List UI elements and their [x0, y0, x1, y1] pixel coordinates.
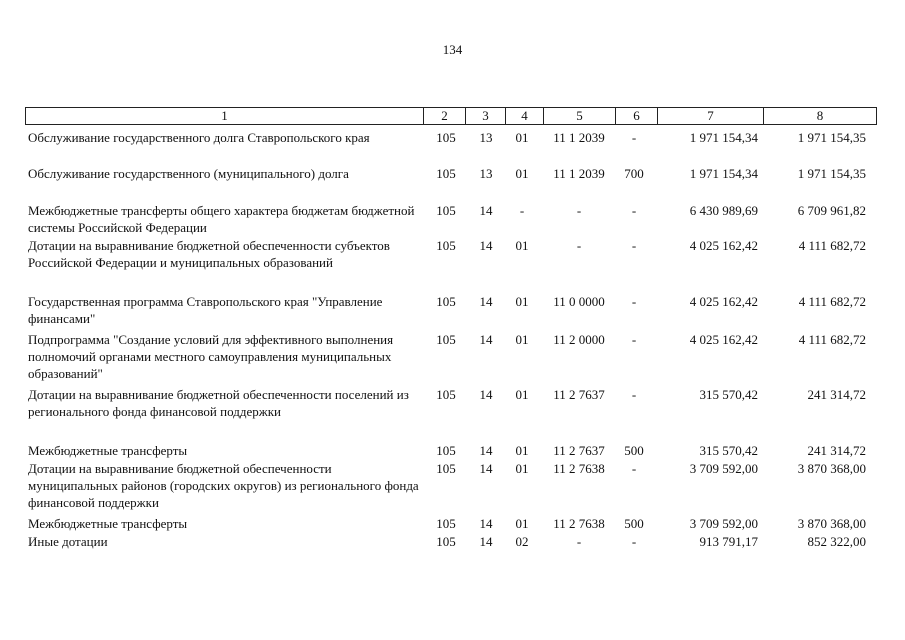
row-col-6: 500: [624, 516, 644, 531]
row-col-5: 11 2 7638: [553, 516, 605, 531]
page-number: 134: [442, 42, 463, 57]
row-col-6: 500: [624, 443, 644, 458]
row-name: Иные дотации: [28, 534, 108, 549]
header-col-2: 2: [423, 108, 465, 124]
row-name: Государственная программа Ставропольского края "Управление финансами": [28, 294, 383, 326]
row-col-5: 11 2 7637: [553, 387, 605, 402]
row-col-8: 1 971 154,35: [797, 166, 866, 181]
row-col-3: 14: [479, 516, 493, 531]
row-col-7: 4 025 162,42: [689, 332, 758, 347]
row-col-4: 01: [515, 294, 529, 309]
row-name: Подпрограмма "Создание условий для эффективного выполнения полномочий органами местного самоуправления муниципальных образований": [28, 332, 394, 381]
row-col-5: -: [576, 534, 582, 549]
row-col-8: 4 111 682,72: [798, 294, 866, 309]
row-col-7: 315 570,42: [699, 387, 758, 402]
row-col-6: -: [631, 387, 637, 402]
row-col-8: 241 314,72: [807, 387, 866, 402]
row-col-2: 105: [436, 238, 456, 253]
row-col-3: 14: [479, 203, 493, 218]
row-col-5: 11 1 2039: [553, 166, 605, 181]
row-col-4: -: [519, 203, 525, 218]
row-col-5: -: [576, 238, 582, 253]
row-col-2: 105: [436, 461, 456, 476]
row-col-6: 700: [624, 166, 644, 181]
row-col-5: 11 2 7638: [553, 461, 605, 476]
row-col-3: 13: [479, 130, 493, 145]
row-col-3: 14: [479, 461, 493, 476]
row-col-8: 852 322,00: [807, 534, 866, 549]
header-col-7: 7: [657, 108, 763, 124]
table-header: [25, 107, 877, 125]
row-col-3: 13: [479, 166, 493, 181]
row-col-2: 105: [436, 534, 456, 549]
row-col-3: 14: [479, 332, 493, 347]
row-name: Межбюджетные трансферты общего характера бюджетам бюджетной системы Российской Федерации: [28, 203, 415, 235]
row-col-6: -: [631, 294, 637, 309]
row-name: Обслуживание государственного (муниципального) долга: [28, 166, 349, 181]
row-col-4: 01: [515, 238, 529, 253]
row-col-4: 01: [515, 166, 529, 181]
row-col-8: 3 870 368,00: [797, 461, 866, 476]
row-col-8: 3 870 368,00: [797, 516, 866, 531]
row-col-7: 4 025 162,42: [689, 238, 758, 253]
row-col-5: 11 2 0000: [553, 332, 605, 347]
row-col-6: -: [631, 203, 637, 218]
row-col-8: 241 314,72: [807, 443, 866, 458]
row-col-8: 4 111 682,72: [798, 332, 866, 347]
row-col-3: 14: [479, 443, 493, 458]
row-col-2: 105: [436, 294, 456, 309]
row-col-7: 1 971 154,34: [689, 166, 758, 181]
row-col-6: -: [631, 534, 637, 549]
header-col-5: 5: [543, 108, 615, 124]
row-col-2: 105: [436, 203, 456, 218]
row-col-3: 14: [479, 294, 493, 309]
row-col-3: 14: [479, 387, 493, 402]
row-col-4: 01: [515, 443, 529, 458]
row-col-4: 01: [515, 516, 529, 531]
row-col-5: 11 2 7637: [553, 443, 605, 458]
row-col-2: 105: [436, 443, 456, 458]
row-col-7: 3 709 592,00: [689, 461, 758, 476]
row-col-2: 105: [436, 516, 456, 531]
row-col-8: 1 971 154,35: [797, 130, 866, 145]
row-name: Межбюджетные трансферты: [28, 443, 188, 458]
row-col-2: 105: [436, 332, 456, 347]
row-col-2: 105: [436, 130, 456, 145]
row-col-4: 01: [515, 387, 529, 402]
row-name: Дотации на выравнивание бюджетной обеспеченности муниципальных районов (городских округов) из регионального фонда финансовой поддержки: [28, 461, 419, 510]
row-col-6: -: [631, 130, 637, 145]
row-name: Обслуживание государственного долга Ставропольского края: [28, 130, 370, 145]
row-col-7: 315 570,42: [699, 443, 758, 458]
row-col-5: -: [576, 203, 582, 218]
row-col-2: 105: [436, 387, 456, 402]
row-name: Дотации на выравнивание бюджетной обеспеченности поселений из регионального фонда финансовой поддержки: [28, 387, 409, 419]
header-col-3: 3: [465, 108, 505, 124]
header-col-4: 4: [505, 108, 543, 124]
row-col-4: 01: [515, 461, 529, 476]
row-name: Дотации на выравнивание бюджетной обеспеченности субъектов Российской Федерации и муниципальных образований: [28, 238, 390, 270]
row-name: Межбюджетные трансферты: [28, 516, 188, 531]
header-col-8: 8: [763, 108, 876, 124]
row-col-6: -: [631, 332, 637, 347]
row-col-4: 02: [515, 534, 529, 549]
row-col-8: 4 111 682,72: [798, 238, 866, 253]
row-col-6: -: [631, 461, 637, 476]
row-col-7: 913 791,17: [699, 534, 758, 549]
row-col-6: -: [631, 238, 637, 253]
row-col-7: 1 971 154,34: [689, 130, 758, 145]
row-col-4: 01: [515, 130, 529, 145]
row-col-7: 3 709 592,00: [689, 516, 758, 531]
header-col-1: 1: [221, 108, 228, 123]
row-col-7: 4 025 162,42: [689, 294, 758, 309]
row-col-7: 6 430 989,69: [689, 203, 758, 218]
row-col-3: 14: [479, 534, 493, 549]
row-col-8: 6 709 961,82: [797, 203, 866, 218]
row-col-2: 105: [436, 166, 456, 181]
row-col-5: 11 0 0000: [553, 294, 605, 309]
row-col-5: 11 1 2039: [553, 130, 605, 145]
header-col-6: 6: [615, 108, 657, 124]
row-col-3: 14: [479, 238, 493, 253]
row-col-4: 01: [515, 332, 529, 347]
